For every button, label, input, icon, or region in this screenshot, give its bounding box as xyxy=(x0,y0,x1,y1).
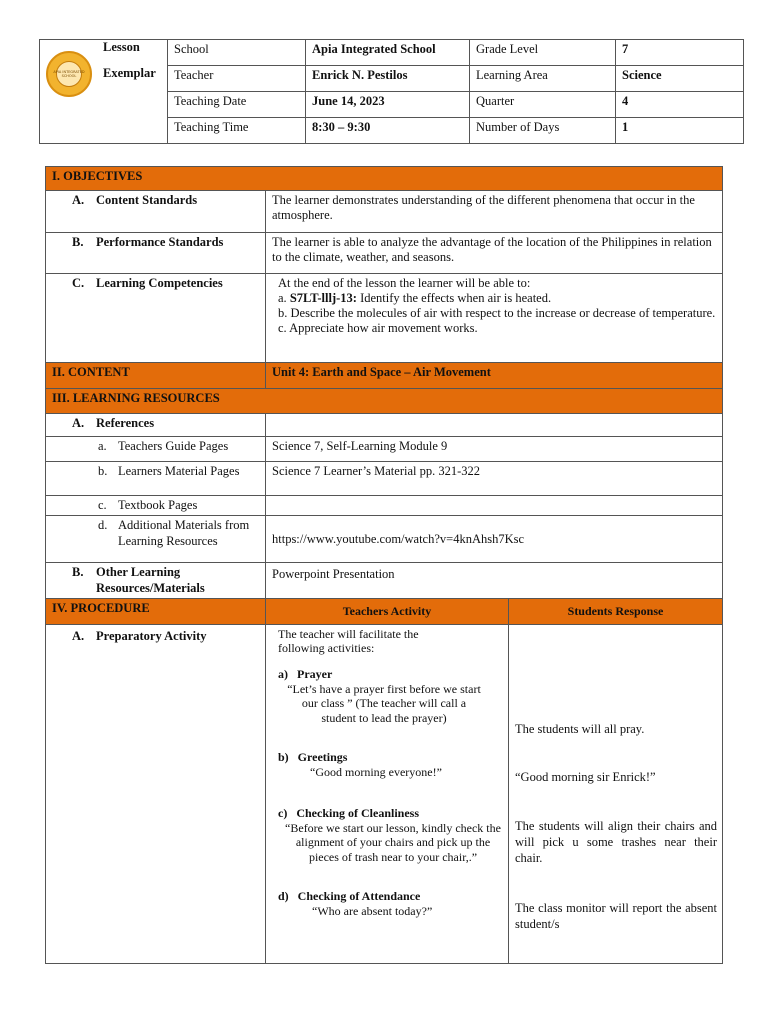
additional-materials-label-text: Additional Materials from Learning Resources xyxy=(118,518,250,548)
teachers-guide-value: Science 7, Self-Learning Module 9 xyxy=(266,437,723,462)
references-letter: A. xyxy=(72,416,85,430)
content-standards-label-text: Content Standards xyxy=(96,193,198,207)
teacher-value: Enrick N. Pestilos xyxy=(306,66,470,92)
grade-level-label: Grade Level xyxy=(470,40,616,66)
attendance-text: “Who are absent today?” xyxy=(312,903,433,918)
teachers-guide-label-text: Teachers Guide Pages xyxy=(118,439,229,453)
content-standards-label xyxy=(46,191,266,233)
additional-materials-letter: d. xyxy=(98,518,108,533)
grade-level-value: 7 xyxy=(616,40,744,66)
competency-b xyxy=(278,306,716,321)
performance-standards-label-text: Performance Standards xyxy=(96,235,224,249)
textbook-pages-letter: c. xyxy=(98,498,107,512)
number-of-days-label: Number of Days xyxy=(470,118,616,144)
greetings-title: b) Greetings xyxy=(278,749,348,764)
content-text: Unit 4: Earth and Space – Air Movement xyxy=(266,363,723,389)
teaching-time-label: Teaching Time xyxy=(168,118,306,144)
performance-standards-text: The learner is able to analyze the advantage of the location of the Philippines in relation to the climate, weather, and seasons. xyxy=(266,233,723,274)
learning-area-label: Learning Area xyxy=(470,66,616,92)
logo-text: APIA INTEGRATED SCHOOL xyxy=(53,70,85,79)
attendance-title: d) Checking of Attendance xyxy=(278,888,421,903)
other-resources-label-text: Other Learning Resources/Materials xyxy=(96,565,205,595)
school-label: School xyxy=(168,40,306,66)
learners-material-value: Science 7 Learner’s Material pp. 321-322 xyxy=(266,462,723,496)
references-value xyxy=(266,414,723,437)
learning-competencies-cell xyxy=(266,274,723,363)
response-greetings: “Good morning sir Enrick!” xyxy=(515,769,656,784)
prayer-text: “Let’s have a prayer first before we start our class ” (The teacher will call a student to lead the prayer) xyxy=(287,681,481,725)
teachers-activity-cell xyxy=(266,624,509,963)
teachers-guide-label xyxy=(46,437,266,462)
lesson-title-2: Exemplar xyxy=(103,66,156,80)
students-response-header: Students Response xyxy=(509,598,723,624)
learners-material-label-text: Learners Material Pages xyxy=(118,464,240,478)
lesson-title-1: Lesson xyxy=(103,40,140,54)
header-table xyxy=(39,39,744,144)
teaching-time-value: 8:30 – 9:30 xyxy=(306,118,470,144)
references-label xyxy=(46,414,266,437)
teachers-guide-letter: a. xyxy=(98,439,107,453)
teaching-date-label: Teaching Date xyxy=(168,92,306,118)
response-prayer: The students will all pray. xyxy=(515,721,645,736)
number-of-days-value: 1 xyxy=(616,118,744,144)
teaching-date-value: June 14, 2023 xyxy=(306,92,470,118)
learning-resources-heading: III. LEARNING RESOURCES xyxy=(46,389,723,414)
textbook-pages-value xyxy=(266,496,723,516)
textbook-pages-label-text: Textbook Pages xyxy=(118,498,198,512)
teacher-label: Teacher xyxy=(168,66,306,92)
competency-a-letter: a. xyxy=(278,291,287,305)
other-resources-letter: B. xyxy=(72,565,84,580)
procedure-heading: IV. PROCEDURE xyxy=(46,598,266,624)
other-resources-value: Powerpoint Presentation xyxy=(266,563,723,599)
cleanliness-text: “Before we start our lesson, kindly check the alignment of your chairs and pick up the pieces of trash near to your chair,.” xyxy=(285,820,501,864)
competency-c-letter: c. xyxy=(278,321,287,335)
competency-c-text: Appreciate how air movement works. xyxy=(289,321,478,335)
school-value: Apia Integrated School xyxy=(306,40,470,66)
performance-standards-letter: B. xyxy=(72,235,84,249)
competencies-intro: At the end of the lesson the learner will be able to: xyxy=(278,276,531,290)
response-cleanliness: The students will align their chairs and will pick u some trashes near their chair. xyxy=(515,818,717,866)
students-response-cell xyxy=(509,624,723,963)
additional-materials-label xyxy=(46,516,266,563)
competency-b-text: Describe the molecules of air with respect to the increase or decrease of temperature. xyxy=(290,306,716,320)
objectives-heading: I. OBJECTIVES xyxy=(46,167,723,191)
competency-c xyxy=(278,321,716,336)
lesson-plan-table xyxy=(45,166,723,964)
learners-material-label xyxy=(46,462,266,496)
prayer-title: a) Prayer xyxy=(278,666,333,681)
content-heading: II. CONTENT xyxy=(46,363,266,389)
quarter-label: Quarter xyxy=(470,92,616,118)
teachers-activity-header: Teachers Activity xyxy=(266,598,509,624)
quarter-value: 4 xyxy=(616,92,744,118)
textbook-pages-label xyxy=(46,496,266,516)
learning-competencies-label xyxy=(46,274,266,363)
performance-standards-label xyxy=(46,233,266,274)
content-standards-letter: A. xyxy=(72,193,85,207)
content-standards-text: The learner demonstrates understanding of the different phenomena that occur in the atmosphere. xyxy=(266,191,723,233)
learners-material-letter: b. xyxy=(98,464,108,478)
references-label-text: References xyxy=(96,416,155,430)
competency-b-letter: b. xyxy=(278,306,288,320)
activity-intro: The teacher will facilitate the following activities: xyxy=(278,626,419,656)
additional-materials-link[interactable]: https://www.youtube.com/watch?v=4knAhsh7Ksc xyxy=(266,516,723,563)
preparatory-activity-label-text: Preparatory Activity xyxy=(96,628,207,643)
preparatory-activity-letter: A. xyxy=(72,628,85,643)
learning-competencies-letter: C. xyxy=(72,276,85,290)
logo-title-cell xyxy=(40,40,168,144)
preparatory-activity-label xyxy=(46,624,266,963)
competency-a-code: S7LT-lllj-13: xyxy=(289,291,357,305)
cleanliness-title: c) Checking of Cleanliness xyxy=(278,805,419,820)
other-resources-label xyxy=(46,563,266,599)
learning-competencies-label-text: Learning Competencies xyxy=(96,276,223,290)
competency-a-text: Identify the effects when air is heated. xyxy=(356,291,552,305)
learning-area-value: Science xyxy=(616,66,744,92)
school-logo xyxy=(46,51,92,97)
response-attendance: The class monitor will report the absent student/s xyxy=(515,900,717,931)
greetings-text: “Good morning everyone!” xyxy=(310,764,442,779)
competency-a xyxy=(278,291,716,306)
